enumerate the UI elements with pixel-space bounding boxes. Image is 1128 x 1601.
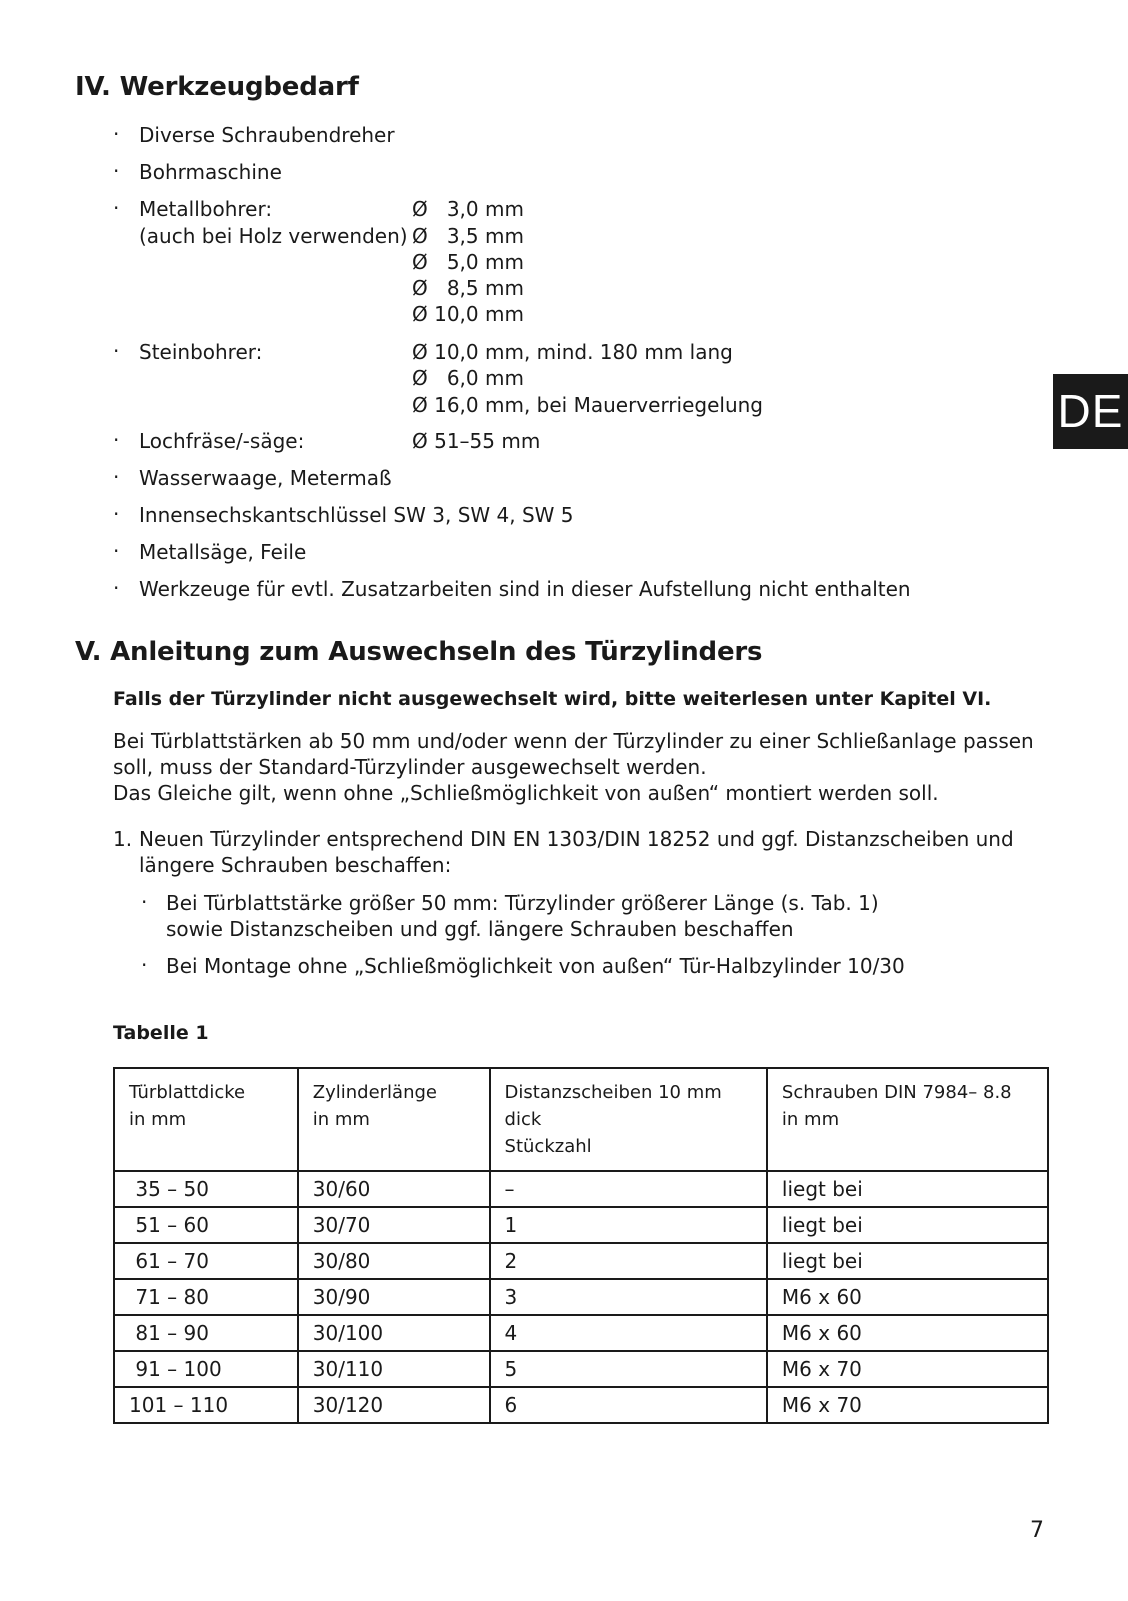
table-cell: liegt bei <box>767 1243 1048 1279</box>
section-4-number: IV. <box>75 72 111 102</box>
table-cell: 30/60 <box>298 1171 490 1207</box>
bold-note: Falls der Türzylinder nicht ausgewechselt wird, bitte weiterlesen unter Kapitel VI. <box>113 688 992 710</box>
table-cell: 30/120 <box>298 1387 490 1423</box>
header-cell <box>490 1068 767 1171</box>
section-5-number: V. <box>75 637 102 667</box>
table-cell: M6 x 70 <box>767 1387 1048 1423</box>
drill-size: Ø 3,0 mm <box>412 197 524 221</box>
table-cell: 2 <box>490 1243 767 1279</box>
table-cell: 6 <box>490 1387 767 1423</box>
paragraph-line: Bei Türblattstärken ab 50 mm und/oder wenn der Türzylinder zu einer Schließanlage passen <box>113 729 1034 753</box>
header-line: Distanzscheiben 10 mm dick <box>504 1082 722 1130</box>
tool-item: Innensechskantschlüssel SW 3, SW 4, SW 5 <box>139 503 574 527</box>
drill-size: Ø 10,0 mm, mind. 180 mm lang <box>412 340 733 364</box>
bullet: · <box>113 159 120 183</box>
table-cell: M6 x 70 <box>767 1351 1048 1387</box>
header-cell <box>767 1068 1048 1171</box>
section-4-title: Werkzeugbedarf <box>119 72 359 102</box>
section-5-title: Anleitung zum Auswechseln des Türzylinders <box>110 637 763 667</box>
table-cell: 30/100 <box>298 1315 490 1351</box>
table-cell: – <box>490 1171 767 1207</box>
drill-size: Ø 10,0 mm <box>412 302 524 326</box>
step-line: Neuen Türzylinder entsprechend DIN EN 1303/DIN 18252 und ggf. Distanzscheiben und <box>139 827 1014 851</box>
tool-item: Werkzeuge für evtl. Zusatzarbeiten sind in dieser Aufstellung nicht enthalten <box>139 577 911 601</box>
table-row <box>114 1243 1048 1279</box>
table-cell: 35 – 50 <box>114 1171 298 1207</box>
sub-item-line: sowie Distanzscheiben und ggf. längere Schrauben beschaffen <box>166 917 794 941</box>
bullet: · <box>113 339 120 363</box>
table-cell: 4 <box>490 1315 767 1351</box>
tool-item: Steinbohrer: <box>139 340 263 364</box>
tool-item: Diverse Schraubendreher <box>139 123 395 147</box>
table-header-row <box>114 1068 1048 1171</box>
drill-size: Ø 3,5 mm <box>412 224 524 248</box>
paragraph-line: soll, muss der Standard-Türzylinder ausgewechselt werden. <box>113 755 707 779</box>
bullet: · <box>113 576 120 600</box>
page-number: 7 <box>1030 1518 1044 1543</box>
table-row <box>114 1315 1048 1351</box>
table-cell: 30/70 <box>298 1207 490 1243</box>
bullet: · <box>113 196 120 220</box>
drill-size: Ø 6,0 mm <box>412 366 524 390</box>
tool-item: Lochfräse/-säge: <box>139 429 305 453</box>
header-line: Zylinderlänge <box>312 1082 437 1103</box>
bullet: · <box>113 122 120 146</box>
table-cell: 101 – 110 <box>114 1387 298 1423</box>
table-row <box>114 1171 1048 1207</box>
language-tab: DE <box>1053 374 1128 449</box>
table-cell: 5 <box>490 1351 767 1387</box>
table-cell: liegt bei <box>767 1207 1048 1243</box>
table-caption: Tabelle 1 <box>113 1022 209 1044</box>
tool-item: Wasserwaage, Metermaß <box>139 466 392 490</box>
bullet: · <box>113 428 120 452</box>
section-5-heading <box>75 637 762 667</box>
header-cell <box>298 1068 490 1171</box>
table-cell: 30/110 <box>298 1351 490 1387</box>
step-line: längere Schrauben beschaffen: <box>139 853 452 877</box>
table-row <box>114 1207 1048 1243</box>
table-cell: 1 <box>490 1207 767 1243</box>
tool-item: Metallbohrer: <box>139 197 273 221</box>
table-cell: 61 – 70 <box>114 1243 298 1279</box>
bullet: · <box>113 502 120 526</box>
table-cell: M6 x 60 <box>767 1315 1048 1351</box>
header-line: Stückzahl <box>504 1136 592 1157</box>
step-number: 1. <box>113 827 133 851</box>
bullet: · <box>141 890 148 914</box>
table-cell: 51 – 60 <box>114 1207 298 1243</box>
table-cell: 91 – 100 <box>114 1351 298 1387</box>
tool-item-note: (auch bei Holz verwenden) <box>139 224 408 248</box>
paragraph-line: Das Gleiche gilt, wenn ohne „Schließmöglichkeit von außen“ montiert werden soll. <box>113 781 939 805</box>
table-cell: liegt bei <box>767 1171 1048 1207</box>
table-cell: 30/80 <box>298 1243 490 1279</box>
table-cell: M6 x 60 <box>767 1279 1048 1315</box>
bullet: · <box>113 465 120 489</box>
drill-size: Ø 51–55 mm <box>412 429 541 453</box>
table-row <box>114 1387 1048 1423</box>
tool-item: Metallsäge, Feile <box>139 540 307 564</box>
tool-item: Bohrmaschine <box>139 160 282 184</box>
section-4-heading <box>75 72 359 102</box>
table-cell: 3 <box>490 1279 767 1315</box>
sub-item-line: Bei Türblattstärke größer 50 mm: Türzylinder größerer Länge (s. Tab. 1) <box>166 891 879 915</box>
cylinder-table <box>113 1067 1049 1424</box>
header-cell <box>114 1068 298 1171</box>
sub-item-line: Bei Montage ohne „Schließmöglichkeit von außen“ Tür-Halbzylinder 10/30 <box>166 954 905 978</box>
bullet: · <box>113 539 120 563</box>
header-line: in mm <box>129 1109 187 1130</box>
header-line: in mm <box>781 1109 840 1130</box>
header-line: Schrauben DIN 7984– 8.8 <box>781 1082 1012 1103</box>
table-cell: 81 – 90 <box>114 1315 298 1351</box>
table-cell: 30/90 <box>298 1279 490 1315</box>
drill-size: Ø 16,0 mm, bei Mauerverriegelung <box>412 393 763 417</box>
drill-size: Ø 5,0 mm <box>412 250 524 274</box>
header-line: Türblattdicke <box>129 1082 246 1103</box>
bullet: · <box>141 953 148 977</box>
table-cell: 71 – 80 <box>114 1279 298 1315</box>
table-row <box>114 1351 1048 1387</box>
table-row <box>114 1279 1048 1315</box>
drill-size: Ø 8,5 mm <box>412 276 524 300</box>
header-line: in mm <box>312 1109 370 1130</box>
